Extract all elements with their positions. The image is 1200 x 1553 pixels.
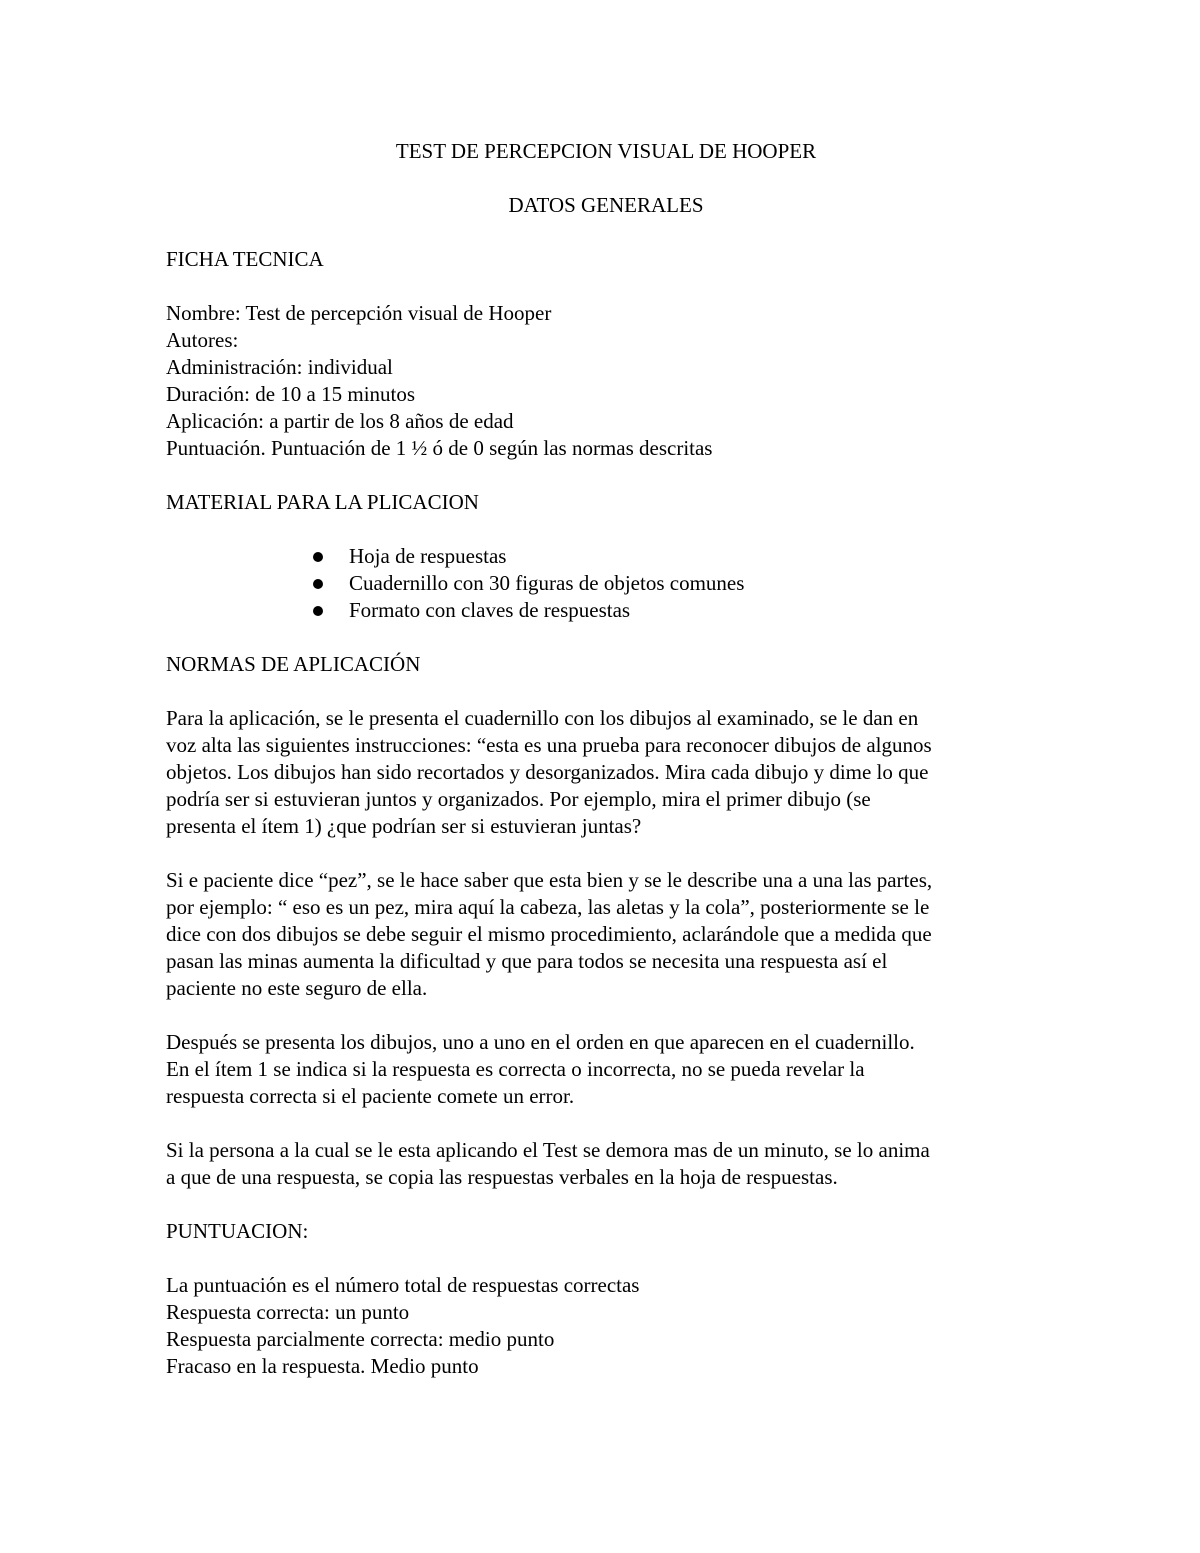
normas-paragraph-3: Después se presenta los dibujos, uno a uno en el orden en que aparecen en el cuadernillo. En el ítem 1 se indica si la respuesta es correcta o incorrecta, no se pueda revelar la respuesta correcta si el paciente comete un error. bbox=[166, 1030, 915, 1108]
normas-paragraph-1: Para la aplicación, se le presenta el cuadernillo con los dibujos al examinado, se le dan en voz alta las siguientes instrucciones: “esta es una prueba para reconocer dibujos de algunos objetos. Los dibujos han sido recortados y desorganizados. Mira cada dibujo y dime lo que podría ser si estuvieran juntos y organizados. Por ejemplo, mira el primer dibujo (se presenta el ítem 1) ¿que podrían ser si estuvieran juntas? bbox=[166, 706, 932, 838]
material-heading: MATERIAL PARA LA PLICACION bbox=[166, 490, 479, 514]
puntuacion-list bbox=[166, 1272, 1046, 1380]
list-item-label: Cuadernillo con 30 figuras de objetos comunes bbox=[349, 571, 745, 595]
normas-heading: NORMAS DE APLICACIÓN bbox=[166, 652, 421, 676]
normas-paragraph-4: Si la persona a la cual se le esta aplicando el Test se demora mas de un minuto, se lo anima a que de una respuesta, se copia las respuestas verbales en la hoja de respuestas. bbox=[166, 1138, 930, 1189]
list-item bbox=[313, 597, 1046, 624]
material-list bbox=[166, 543, 1046, 624]
document-title: TEST DE PERCEPCION VISUAL DE HOOPER bbox=[395, 139, 817, 163]
puntuacion-line-fracaso: Fracaso en la respuesta. Medio punto bbox=[166, 1354, 479, 1378]
puntuacion-line-correcta: Respuesta correcta: un punto bbox=[166, 1300, 410, 1324]
ficha-line-puntuacion: Puntuación. Puntuación de 1 ½ ó de 0 según las normas descritas bbox=[166, 436, 713, 460]
ficha-line-administracion: Administración: individual bbox=[166, 355, 393, 379]
document-page bbox=[166, 138, 1046, 1380]
ficha-heading: FICHA TECNICA bbox=[166, 247, 324, 271]
puntuacion-line-total: La puntuación es el número total de respuestas correctas bbox=[166, 1273, 640, 1297]
normas-paragraph-2: Si e paciente dice “pez”, se le hace saber que esta bien y se le describe una a una las partes, por ejemplo: “ eso es un pez, mira aquí la cabeza, las aletas y la cola”, posteriormente se le dice con dos dibujos se debe seguir el mismo procedimiento, aclarándole que a medida que pasan las minas aumenta la dificultad y que para todos se necesita una respuesta así el paciente no este seguro de ella. bbox=[166, 868, 933, 1000]
puntuacion-line-parcial: Respuesta parcialmente correcta: medio punto bbox=[166, 1327, 555, 1351]
bullet-icon bbox=[313, 579, 323, 589]
document-subtitle: DATOS GENERALES bbox=[508, 193, 704, 217]
ficha-list bbox=[166, 300, 1046, 462]
list-item-label: Formato con claves de respuestas bbox=[349, 598, 631, 622]
list-item-label: Hoja de respuestas bbox=[349, 544, 507, 568]
bullet-icon bbox=[313, 606, 323, 616]
puntuacion-heading: PUNTUACION: bbox=[166, 1219, 309, 1243]
ficha-line-aplicacion: Aplicación: a partir de los 8 años de edad bbox=[166, 409, 514, 433]
bullet-icon bbox=[313, 552, 323, 562]
ficha-line-autores: Autores: bbox=[166, 328, 239, 352]
list-item bbox=[313, 543, 1046, 570]
list-item bbox=[313, 570, 1046, 597]
ficha-line-nombre: Nombre: Test de percepción visual de Hooper bbox=[166, 301, 552, 325]
ficha-line-duracion: Duración: de 10 a 15 minutos bbox=[166, 382, 416, 406]
